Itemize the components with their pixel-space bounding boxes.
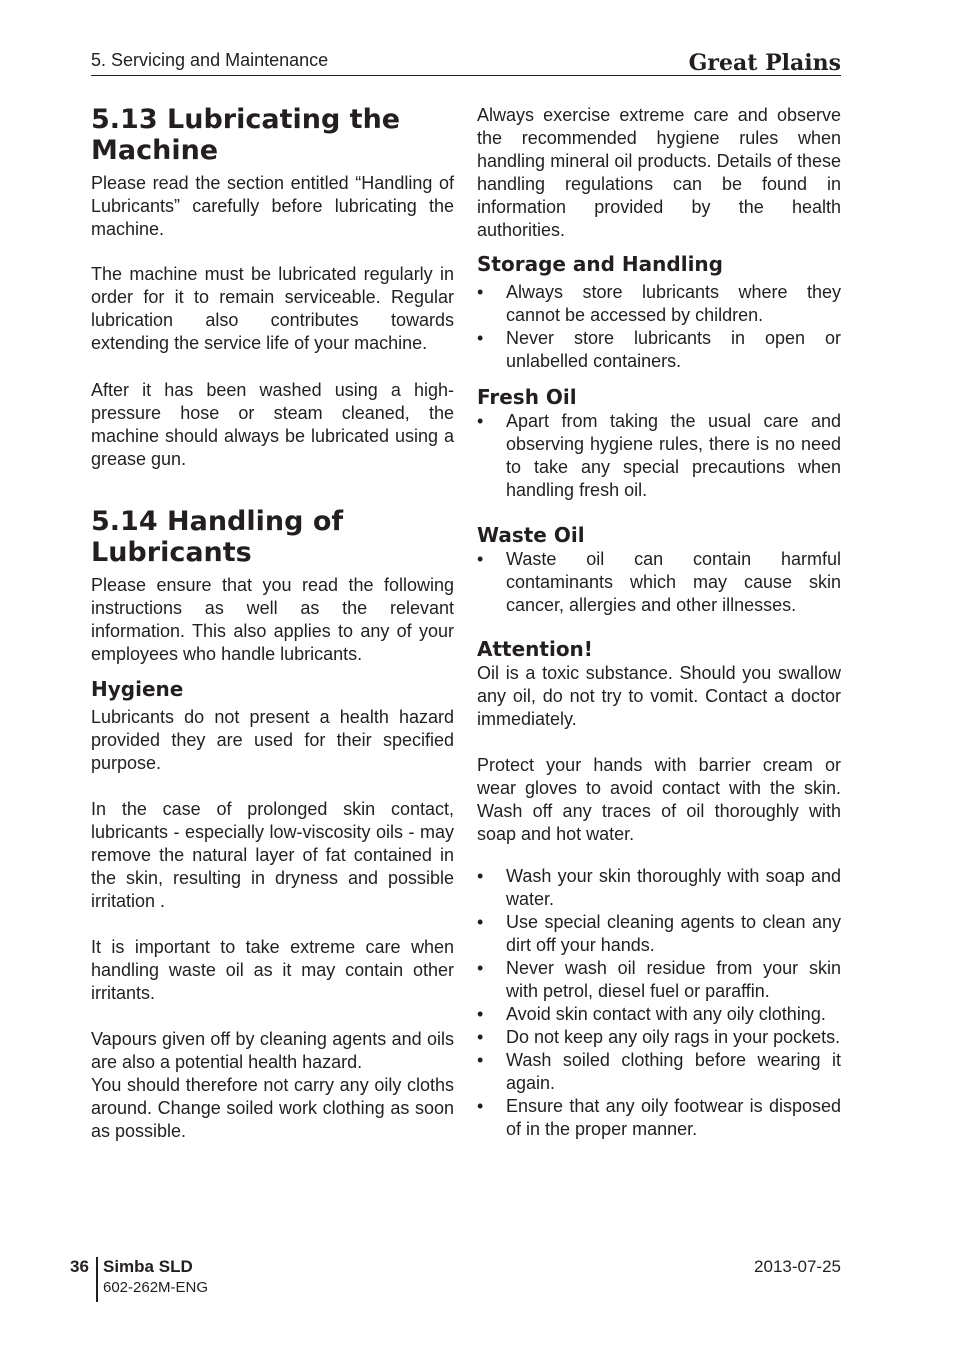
list-item <box>477 1026 841 1049</box>
page-number: 36 <box>70 1257 89 1276</box>
paragraph: The machine must be lubricated regularly in order for it to remain serviceable. Regular lubrication also contributes towards extending the service life of your machine. <box>91 264 454 353</box>
paragraph: Vapours given off by cleaning agents and oils are also a potential health hazard. <box>91 1029 454 1072</box>
bullet-glyph: • <box>477 1027 484 1047</box>
list-item-text: Do not keep any oily rags in your pockets. <box>506 1027 841 1047</box>
bullet-glyph: • <box>477 411 484 431</box>
paragraph: It is important to take extreme care when handling waste oil as it may contain other irritants. <box>91 937 454 1003</box>
list-item-text: Never wash oil residue from your skin with petrol, diesel fuel or paraffin. <box>506 958 841 1001</box>
list-item <box>477 1095 841 1141</box>
list-item <box>477 327 841 373</box>
attention-heading: Attention! <box>477 637 593 661</box>
bullet-glyph: • <box>477 1004 484 1024</box>
list-item-text: Avoid skin contact with any oily clothing. <box>506 1004 826 1024</box>
model-name: Simba SLD <box>103 1257 193 1276</box>
storage-list <box>477 281 841 373</box>
heading-line: 5.13 Lubricating the <box>91 104 401 135</box>
bullet-glyph: • <box>477 1096 484 1116</box>
list-item <box>477 1003 841 1026</box>
list-item <box>477 865 841 911</box>
bullet-glyph: • <box>477 958 484 978</box>
list-item <box>477 281 841 327</box>
brand-logo-text: Great Plains <box>688 50 841 76</box>
bullet-glyph: • <box>477 866 484 886</box>
paragraph: Please read the section entitled “Handling of Lubricants” carefully before lubricating the machine. <box>91 173 454 239</box>
list-item-text: Apart from taking the usual care and observing hygiene rules, there is no need to take any special precautions when handling fresh oil. <box>506 411 841 500</box>
heading-line: Machine <box>91 135 219 166</box>
paragraph: Please ensure that you read the following instructions as well as the relevant information. This also applies to any of your employees who handle lubricants. <box>91 575 454 664</box>
list-item <box>477 548 841 617</box>
paragraph: Oil is a toxic substance. Should you swallow any oil, do not try to vomit. Contact a doctor immediately. <box>477 663 841 729</box>
document-code: 602-262M-ENG <box>103 1279 209 1296</box>
list-item <box>477 410 841 502</box>
list-item-text: Waste oil can contain harmful contaminants which may cause skin cancer, allergies and other illnesses. <box>506 549 841 615</box>
fresh-oil-heading: Fresh Oil <box>477 385 577 409</box>
waste-oil-heading: Waste Oil <box>477 523 585 547</box>
list-item-text: Use special cleaning agents to clean any dirt off your hands. <box>506 912 841 955</box>
heading-line: 5.14 Handling of <box>91 506 344 537</box>
storage-handling-heading: Storage and Handling <box>477 252 723 276</box>
paragraph: In the case of prolonged skin contact, lubricants - especially low-viscosity oils - may remove the natural layer of fat contained in the skin, resulting in dryness and possible irritation . <box>91 799 454 911</box>
list-item <box>477 957 841 1003</box>
footer-divider <box>96 1257 98 1302</box>
list-item <box>477 911 841 957</box>
list-item-text: Wash soiled clothing before wearing it again. <box>506 1050 841 1093</box>
right-column <box>477 104 841 1141</box>
paragraph: After it has been washed using a high-pressure hose or steam cleaned, the machine should always be lubricated using a grease gun. <box>91 380 454 469</box>
fresh-oil-list <box>477 410 841 502</box>
hygiene-heading: Hygiene <box>91 677 184 701</box>
section-5-14-heading <box>91 506 454 568</box>
running-header-section: 5. Servicing and Maintenance <box>91 50 329 70</box>
paragraph: Always exercise extreme care and observe the recommended hygiene rules when handling mineral oil products. Details of these handling regulations can be found in information provided by the health authorities. <box>477 105 841 240</box>
list-item <box>477 1049 841 1095</box>
left-column <box>91 104 454 1143</box>
list-item-text: Wash your skin thoroughly with soap and water. <box>506 866 841 909</box>
bullet-glyph: • <box>477 282 484 302</box>
heading-line: Lubricants <box>91 537 252 568</box>
paragraph: Lubricants do not present a health hazard provided they are used for their specified purpose. <box>91 707 454 773</box>
attention-list <box>477 865 841 1141</box>
list-item-text: Always store lubricants where they cannot be accessed by children. <box>506 282 841 325</box>
waste-oil-list <box>477 548 841 617</box>
list-item-text: Ensure that any oily footwear is disposed of in the proper manner. <box>506 1096 841 1139</box>
bullet-glyph: • <box>477 1050 484 1070</box>
bullet-glyph: • <box>477 549 484 569</box>
list-item-text: Never store lubricants in open or unlabelled containers. <box>506 328 841 371</box>
bullet-glyph: • <box>477 912 484 932</box>
paragraph: Protect your hands with barrier cream or wear gloves to avoid contact with the skin. Wash off any traces of oil thoroughly with soap and hot water. <box>477 755 841 844</box>
bullet-glyph: • <box>477 328 484 348</box>
publication-date: 2013-07-25 <box>754 1257 841 1276</box>
paragraph: You should therefore not carry any oily cloths around. Change soiled work clothing as soon as possible. <box>91 1075 454 1141</box>
header-divider <box>91 75 841 76</box>
section-5-13-heading <box>91 104 454 166</box>
